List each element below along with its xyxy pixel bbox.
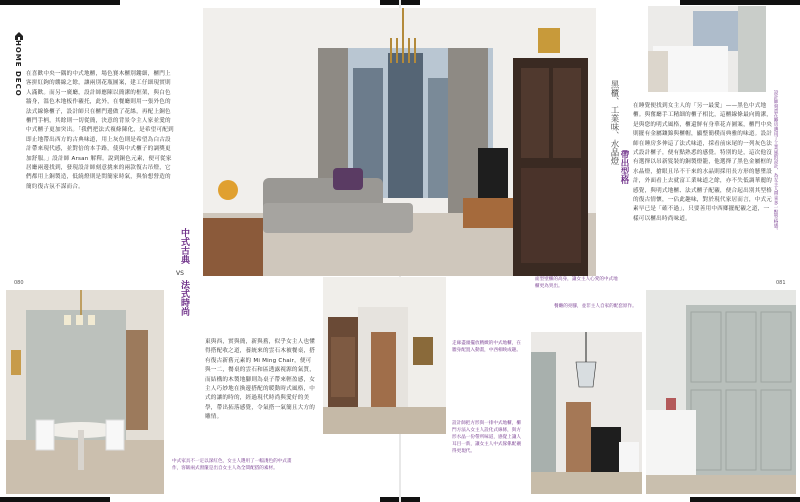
subtitle-vs: VS <box>176 270 184 277</box>
subtitle-french-fashion: 法式時尚 <box>179 280 189 316</box>
living-caption: 面型壁櫃的高身，讓女主人心愛的中式地櫃更為突出。 <box>535 277 618 289</box>
bottom-black-bar-left <box>0 497 110 502</box>
top-black-bar-right <box>680 0 800 5</box>
page-number-left: 080 <box>14 280 24 286</box>
cabinet-caption: 走廊盡頭擺放精緻的中式地櫃，在牆身配置入動畫，中西相映成趣。 <box>452 341 521 353</box>
right-column-text: 在睡覺便找到女主人的「另一最愛」——黑色中式地櫃。與奮廳手工精細的櫃子相比，這櫃線條最向簡潔，是與您的明式風格，櫃還鮮有身華花卉圖案，櫃門中央則擺有金屬鑲錦與櫃帽，顯整簡樸而典雅的味道。設計師在睡房多伸這了法式味道，採看前床尾的一列灰色法式設計櫃子，便有點熟悉的感覺。特別的是，這次他沒有選擇以吊新髮裝的銅製燈籠，他選擇了黑色金屬框的水晶燈，搶眼且吊不干來的水晶則採用長方形的懸墜設計，外面看上去就富工業味道之餘，亦不失低調華麗的感覺，與明式地櫃、法式櫃子配襯，便合起出別其型格的復古情懷，一佔此趣味，對於現代家居而言，中式元素早已是「確不過」，只要善用中西鄉擺配襯之道，一樣可以櫃出時尚味道。 <box>633 103 773 222</box>
wardrobe-bedroom-photo <box>646 290 796 494</box>
dining-chair-caption: 餐廳的亮腳，並非主人自家的配套原作。 <box>554 304 637 309</box>
dining-room-photo <box>6 290 164 494</box>
left-column-text: 在喜歡中央一隅的中式地櫃，場色賽木櫃別鏤細，櫃門上客拼紅鉤的縷線之餘，讓兩別花瓶圖案，建工仔細現實則人滿歡。而另一廣廳，設計師應陳以簡潔的框架，與白色牆身，溫色木地板作襯托，此外，在餐廳則用一張外色的法式線條櫃子，設計師只在櫃門邊做了花絲，再配上銅色櫃門手柄，其餘則一切從簡，決意的背景令主人家並愛的中式櫃子更加突出。「我們把法式複條陳化，是希望可配到即止地帶出西方的古典味道，用上灰色則是希望為白古設計帶來現代感，並對倍的本手路，使與中式櫃子的調獎更加舒服。」設計師 Arsan 解釋。說到銅色元素，便可從家居廳兩邊找到，發現設計師刻意挑來的兩款復古吊燈，它們都用上銅製造，低繞燈則是問簡家時氣，與怡想營造的簡約復古氛不謀而合。 <box>26 71 174 190</box>
right-heading-main: 黑櫃、工業味、水晶燈 <box>609 80 619 165</box>
bedroom-top-photo <box>648 6 766 92</box>
bottom-black-bar-right <box>690 497 800 502</box>
right-heading-accent: 帶出型格 <box>619 150 629 184</box>
house-icon <box>14 26 24 36</box>
bedroom-chandelier-photo <box>531 332 642 494</box>
dining-caption: 中式家具不一定以深紅色，女主人選用了一幅淺色的中式畫作，客飯兩式窗簾是出自女主人為全間配搭的素材。 <box>172 459 292 471</box>
bedroom-crystal-caption: 設計師把方形與一排中式地櫃，櫃門方法入女主人設化式線條，與方形水晶一份帶所味道，感覺上讓人耳目一新，讓女主人中式傢俬配襯得更現代。 <box>452 421 521 454</box>
section-label: HOME DECO <box>14 40 22 97</box>
living-room-photo <box>203 8 596 276</box>
bedroom-top-caption: 設計師刻意在睡房選用了工業風的設計，為女主人帶來多一點型格感。 <box>773 90 778 233</box>
center-text-block: 東與西，實與簡，新與舊，似乎女主人也懂得搭配收之道，養統來的雲石木被餐桌，搭有復古新舊元素的 Mi Ming Chair，便可與一二，餐桌的雲石和區透露視源的氣質，而結構的木製地腳則為桌子帶來輕盈感，女主人巧妙地在換邊搭配的暖動時式風格，中式的讓的時的，經過現代時尚與愛好的美學，帶出拓落感覺，令氣搭一氣簡且大方的雕情。 <box>205 339 316 421</box>
top-black-bar-left <box>0 0 120 5</box>
corridor-photo <box>323 277 446 434</box>
page-number-right: 081 <box>776 280 786 286</box>
subtitle-chinese-classic: 中式古典 <box>179 228 189 264</box>
